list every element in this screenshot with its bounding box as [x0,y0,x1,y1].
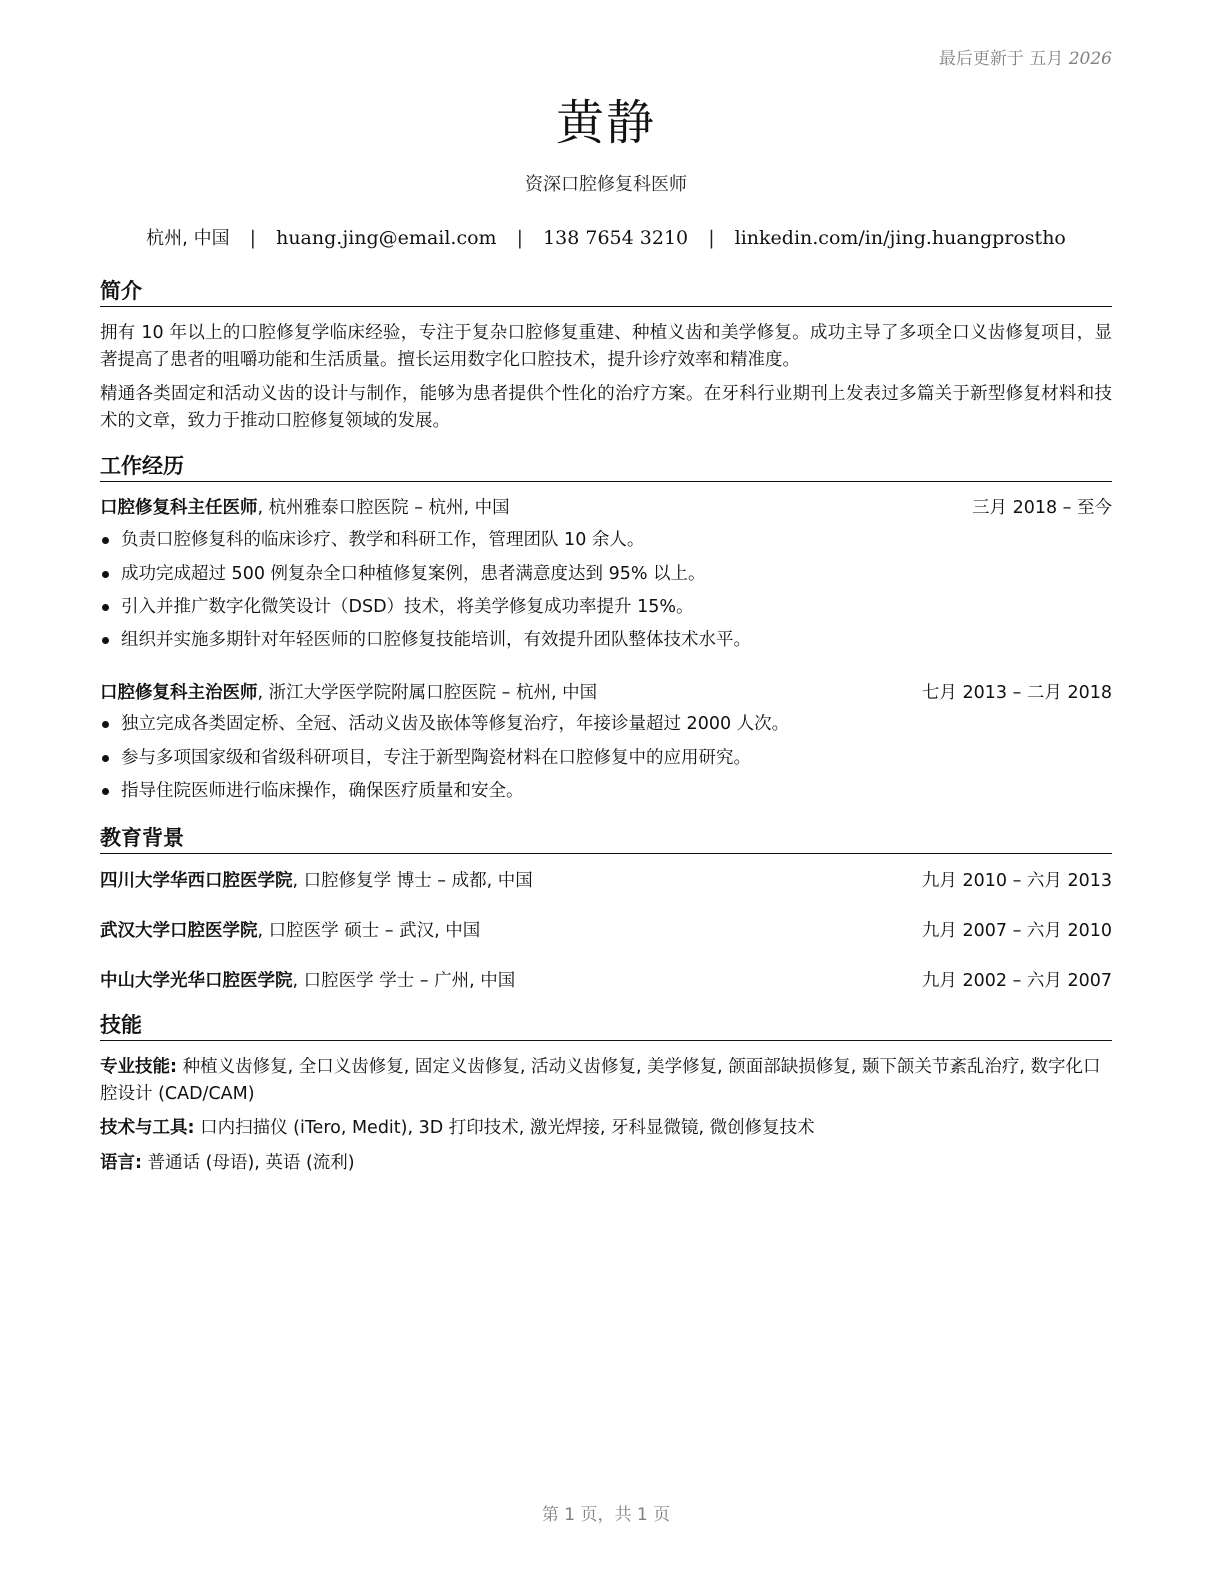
contact-separator: | [249,227,257,249]
bullet-dot-icon [102,788,109,795]
contact-separator: | [516,227,524,249]
job-bullet-text: 参与多项国家级和省级科研项目，专注于新型陶瓷材料在口腔修复中的应用研究。 [121,748,751,768]
contact-phone[interactable]: 138 7654 3210 [543,227,689,249]
job-role: 口腔修复科主治医师 [100,683,258,703]
last-updated [939,44,1112,69]
summary-paragraph: 拥有 10 年以上的口腔修复学临床经验，专注于复杂口腔修复重建、种植义齿和美学修复。成功主导了多项全口义齿修复项目，显著提高了患者的咀嚼功能和生活质量。擅长运用数字化口腔技术，提升诊疗效率和精准度。 [100,323,1112,370]
section-title-skills: 技能 [100,1012,1112,1041]
education-dates: 九月 2010 – 六月 2013 [921,871,1112,891]
education-detail: , 口腔医学 学士 – 广州, 中国 [292,971,516,991]
skill-value: 种植义齿修复, 全口义齿修复, 固定义齿修复, 活动义齿修复, 美学修复, 颌面部缺损修复, 颞下颌关节紊乱治疗, 数字化口腔设计 (CAD/CAM) [100,1057,1101,1104]
resume-page [100,0,1112,1584]
job-headline: 资深口腔修复科医师 [525,174,687,195]
section-title-summary: 简介 [100,278,1112,307]
contact-linkedin[interactable]: linkedin.com/in/jing.huangprostho [734,227,1066,249]
last-updated-year: 2026 [1068,49,1112,69]
job-bullet [100,627,1112,653]
job-bullet-text: 引入并推广数字化微笑设计（DSD）技术，将美学修复成功率提升 15%。 [121,597,694,617]
education-dates: 九月 2002 – 六月 2007 [921,971,1112,991]
job-dates: 七月 2013 – 二月 2018 [921,683,1112,703]
job-dates: 三月 2018 – 至今 [972,498,1112,518]
job-role: 口腔修复科主任医师 [100,498,258,518]
summary-paragraph: 精通各类固定和活动义齿的设计与制作，能够为患者提供个性化的治疗方案。在牙科行业期刊上发表过多篇关于新型修复材料和技术的文章，致力于推动口腔修复领域的发展。 [100,384,1112,431]
education-detail: , 口腔修复学 博士 – 成都, 中国 [292,871,533,891]
contact-email[interactable]: huang.jing@email.com [276,227,497,249]
bullet-dot-icon [102,537,109,544]
skill-label: 语言: [100,1153,142,1173]
job-bullet-text: 成功完成超过 500 例复杂全口种植修复案例，患者满意度达到 95% 以上。 [121,564,706,584]
skill-line [100,1150,1112,1177]
job-bullet-text: 独立完成各类固定桥、全冠、活动义齿及嵌体等修复治疗，年接诊量超过 2000 人次。 [121,714,790,734]
last-updated-label: 最后更新于 五月 [938,49,1064,69]
job-bullet-text: 组织并实施多期针对年轻医师的口腔修复技能培训，有效提升团队整体技术水平。 [121,630,751,650]
skill-value: 普通话 (母语), 英语 (流利) [147,1153,355,1173]
contact-location: 杭州, 中国 [146,228,230,249]
skill-label: 专业技能: [100,1057,177,1077]
section-title-experience: 工作经历 [100,453,1112,482]
job-bullet [100,527,1112,553]
skill-line [100,1054,1112,1108]
job-bullet-text: 负责口腔修复科的临床诊疗、教学和科研工作，管理团队 10 余人。 [121,530,645,550]
skill-label: 技术与工具: [100,1118,195,1138]
skill-value: 口内扫描仪 (iTero, Medit), 3D 打印技术, 激光焊接, 牙科显微镜, 微创修复技术 [200,1118,815,1138]
bullet-dot-icon [102,755,109,762]
education-school: 中山大学光华口腔医学院 [100,971,293,991]
education-school: 四川大学华西口腔医学院 [100,871,293,891]
contact-separator: | [708,227,715,249]
bullet-dot-icon [102,604,109,611]
section-title-education: 教育背景 [100,825,1112,854]
job-org: , 浙江大学医学院附属口腔医院 – 杭州, 中国 [257,683,598,703]
page-footer: 第 1 页，共 1 页 [541,1505,671,1525]
contact-line [100,224,1112,250]
education-detail: , 口腔医学 硕士 – 武汉, 中国 [257,921,481,941]
bullet-dot-icon [102,637,109,644]
skill-line [100,1115,1112,1142]
bullet-dot-icon [102,571,109,578]
education-dates: 九月 2007 – 六月 2010 [921,921,1112,941]
job-bullet [100,745,1112,771]
education-school: 武汉大学口腔医学院 [100,921,258,941]
job-bullet [100,561,1112,587]
job-bullet-text: 指导住院医师进行临床操作，确保医疗质量和安全。 [121,781,524,801]
job-bullet [100,711,1112,737]
bullet-dot-icon [102,721,109,728]
job-bullet [100,594,1112,620]
job-bullet [100,778,1112,804]
job-org: , 杭州雅泰口腔医院 – 杭州, 中国 [257,498,510,518]
person-name: 黄静 [555,95,656,151]
